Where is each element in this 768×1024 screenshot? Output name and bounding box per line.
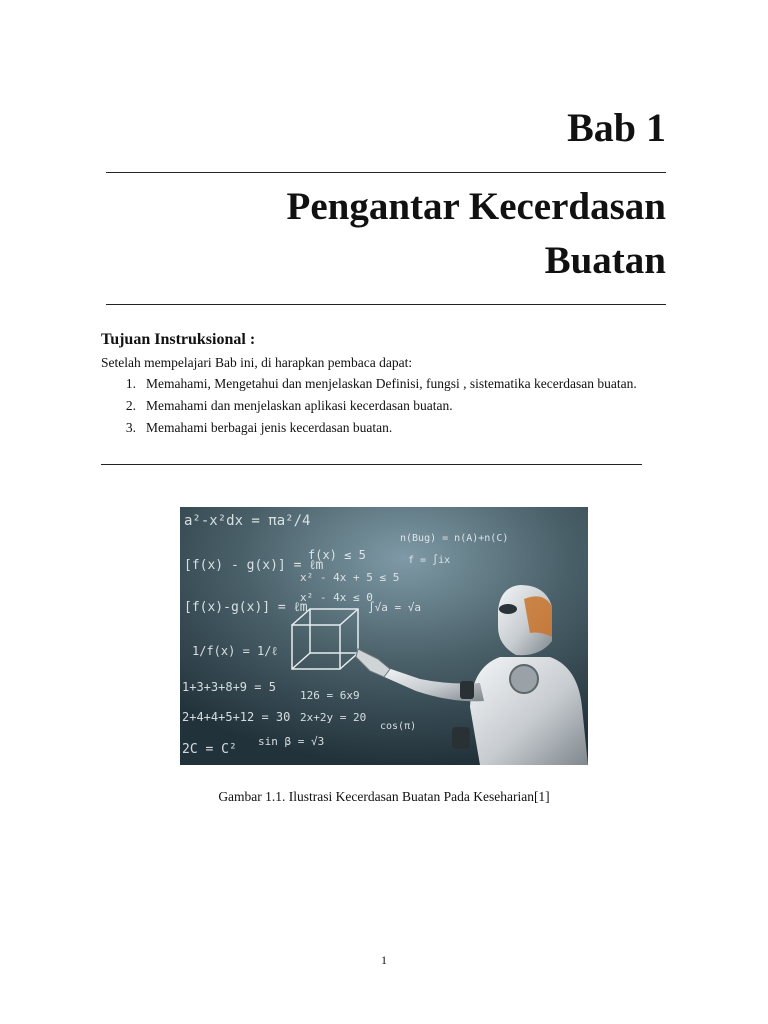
list-item-text: Memahami berbagai jenis kecerdasan buatan. (146, 420, 393, 435)
objectives-rule (101, 464, 642, 465)
title-rule-top (106, 172, 666, 173)
chalk-formula: n(Bug) = n(A)+n(C) (400, 533, 509, 544)
robot-shoulder-joint (510, 665, 538, 693)
robot-eye-icon (499, 604, 517, 614)
chalk-formula: 1/f(x) = 1/ℓ (192, 644, 278, 658)
chalk-formula: f = ∫ix (408, 555, 451, 566)
robot-lower-joint (452, 727, 470, 749)
list-item-number: 1. (125, 376, 136, 391)
chalk-formula: [f(x) - g(x)] = ℓm (184, 558, 324, 573)
list-item-number: 3. (125, 420, 136, 435)
chalk-formula: sin β = √3 (258, 735, 325, 748)
list-item-text: Memahami dan menjelaskan aplikasi kecerdasan buatan. (146, 398, 453, 413)
list-item (101, 397, 667, 414)
robot-chalkboard-illustration (180, 507, 588, 765)
chalk-formula: x² - 4x + 5 ≤ 5 (300, 571, 400, 584)
chalk-formula: 126 = 6x9 (300, 689, 360, 702)
figure-caption: Gambar 1.1. Ilustrasi Kecerdasan Buatan Pada Keseharian[1] (218, 789, 550, 804)
chalk-formula: a²-x²dx = πa²/4 (184, 513, 311, 529)
chalk-formula: [f(x)-g(x)] = ℓm (184, 600, 308, 615)
instructional-objectives (101, 330, 667, 441)
objectives-intro: Setelah mempelajari Bab ini, di harapkan pembaca dapat: (101, 355, 413, 370)
page-number: 1 (381, 953, 387, 967)
chalk-formula: f(x) ≤ 5 (308, 548, 366, 562)
list-item (101, 419, 667, 436)
objectives-heading: Tujuan Instruksional : (101, 331, 256, 348)
list-item (101, 375, 667, 392)
chalk-formula: x² - 4x ≤ 0 (300, 591, 373, 604)
figure-ai-illustration (180, 507, 588, 765)
chalk-formula: 1+3+3+8+9 = 5 (182, 680, 276, 694)
chapter-number: Bab 1 (567, 105, 666, 150)
chalk-formula: 2C = C² (182, 742, 237, 757)
chalk-formula: 2x+2y = 20 (300, 711, 367, 724)
chalk-formula: cos(π) (380, 721, 417, 732)
title-rule-bottom (106, 304, 666, 305)
list-item-text: Memahami, Mengetahui dan menjelaskan Definisi, fungsi , sistematika kecerdasan buatan. (146, 376, 637, 391)
chapter-title-line-1: Pengantar Kecerdasan (286, 185, 666, 228)
chapter-title (106, 180, 666, 288)
objectives-list (101, 375, 667, 436)
chalk-formula: ∫√a = √a (368, 601, 421, 614)
robot-elbow-joint (460, 681, 474, 699)
chalk-formula: 2+4+4+5+12 = 30 (182, 710, 291, 724)
list-item-number: 2. (125, 398, 136, 413)
chapter-title-line-2: Buatan (544, 239, 666, 282)
